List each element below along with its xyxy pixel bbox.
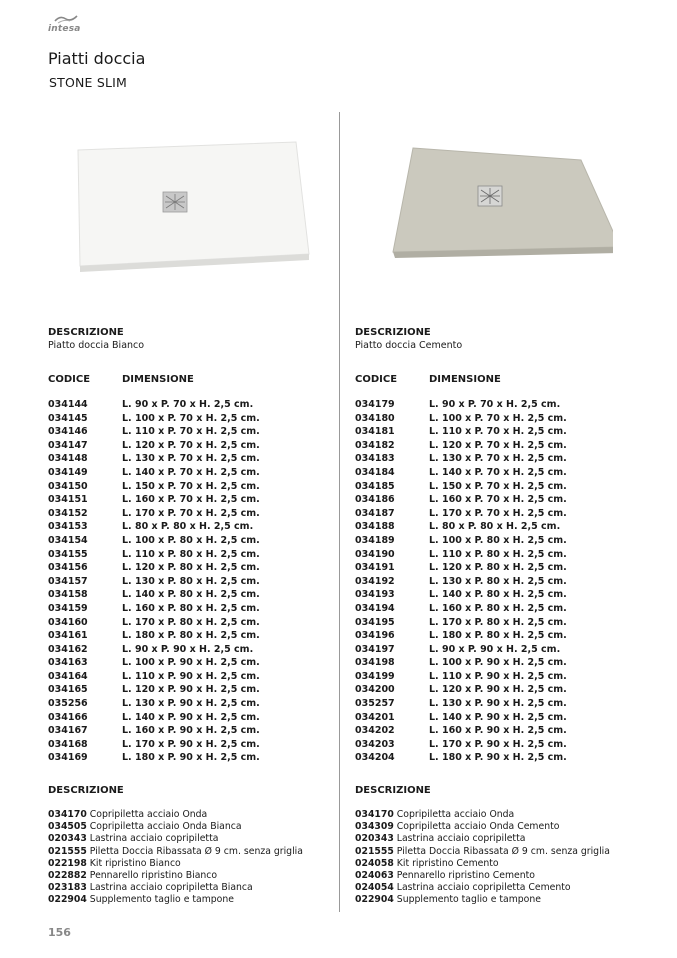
product-code: 034147 [48,439,88,451]
table-row [48,683,348,697]
product-dimension: L. 170 x P. 90 x H. 2,5 cm. [429,738,567,750]
product-dimension: L. 120 x P. 90 x H. 2,5 cm. [122,684,260,696]
product-dimension: L. 110 x P. 80 x H. 2,5 cm. [122,548,260,560]
table-row [355,724,655,738]
table-row [355,398,655,412]
accessory-text: Copripiletta acciaio Onda Bianca [89,821,242,833]
product-dimension: L. 90 x P. 90 x H. 2,5 cm. [429,643,561,655]
table-row [355,452,655,466]
accessory-code: 020343 [355,833,394,845]
accessory-text: Copripiletta acciaio Onda Cemento [396,821,560,833]
product-dimension: L. 140 x P. 70 x H. 2,5 cm. [122,466,260,478]
product-dimension: L. 140 x P. 70 x H. 2,5 cm. [429,466,567,478]
table-row [355,439,655,453]
accessory-code: 034505 [48,821,87,833]
accessory-code: 022882 [48,869,87,881]
product-code: 034182 [355,439,395,451]
table-row [48,643,348,657]
product-code: 034160 [48,616,88,628]
accessory-text: Supplemento taglio e tampone [396,894,541,906]
product-code: 034199 [355,670,395,682]
product-code: 034159 [48,602,88,614]
product-dimension: L. 160 x P. 90 x H. 2,5 cm. [122,725,260,737]
table-row [355,738,655,752]
table-row [48,412,348,426]
product-dimension: L. 160 x P. 70 x H. 2,5 cm. [122,494,260,506]
product-dimension: L. 100 x P. 70 x H. 2,5 cm. [122,412,260,424]
product-dimension: L. 130 x P. 70 x H. 2,5 cm. [429,453,567,465]
accessories-list [355,809,655,907]
product-code: 034165 [48,684,88,696]
list-item [355,870,655,882]
table-row [48,575,348,589]
list-item [355,882,655,894]
product-dimension: L. 180 x P. 90 x H. 2,5 cm. [429,752,567,764]
product-code: 034155 [48,548,88,560]
product-dimension: L. 130 x P. 70 x H. 2,5 cm. [122,453,260,465]
product-code: 034145 [48,412,88,424]
accessory-code: 034170 [355,809,394,820]
product-code: 034180 [355,412,395,424]
codice-header: CODICE [355,374,398,385]
product-code: 034187 [355,507,395,519]
product-code: 034148 [48,453,88,465]
table-row [355,643,655,657]
product-code: 034146 [48,426,88,438]
table-row [48,588,348,602]
product-code: 034154 [48,534,88,546]
table-row [48,425,348,439]
page-title: Piatti doccia [48,49,146,68]
accessory-text: Lastrina acciaio copripiletta Cemento [396,882,571,894]
cement-shower-tray-image [373,140,613,275]
product-code: 034162 [48,643,88,655]
product-code: 034186 [355,494,395,506]
product-code: 034168 [48,738,88,750]
table-row [355,670,655,684]
product-dimension: L. 100 x P. 80 x H. 2,5 cm. [122,534,260,546]
table-row [48,656,348,670]
product-dimension: L. 180 x P. 80 x H. 2,5 cm. [122,630,260,642]
product-dimension: L. 100 x P. 90 x H. 2,5 cm. [122,657,260,669]
product-code: 034144 [48,399,88,410]
product-code: 034161 [48,630,88,642]
accessory-code: 024058 [355,857,394,869]
product-description: Piatto doccia Cemento [355,340,463,351]
product-code: 034189 [355,534,395,546]
table-row [48,751,348,765]
product-code: 034196 [355,630,395,642]
product-dimension: L. 120 x P. 70 x H. 2,5 cm. [122,439,260,451]
product-dimension: L. 170 x P. 80 x H. 2,5 cm. [429,616,567,628]
product-dimension: L. 160 x P. 70 x H. 2,5 cm. [429,494,567,506]
list-item [48,833,348,845]
product-dimension: L. 170 x P. 70 x H. 2,5 cm. [122,507,260,519]
table-row [48,534,348,548]
table-row [48,398,348,412]
product-dimension: L. 80 x P. 80 x H. 2,5 cm. [122,521,254,533]
list-item [48,858,348,870]
product-dimension: L. 130 x P. 80 x H. 2,5 cm. [429,575,567,587]
table-row [355,683,655,697]
table-row [48,616,348,630]
product-table [48,398,348,765]
page-subtitle: STONE SLIM [49,75,128,90]
product-code: 034195 [355,616,395,628]
product-code: 034198 [355,657,395,669]
accessory-text: Kit ripristino Bianco [89,857,181,869]
table-row [48,561,348,575]
product-dimension: L. 120 x P. 70 x H. 2,5 cm. [429,439,567,451]
accessory-text: Piletta Doccia Ribassata Ø 9 cm. senza griglia [89,845,303,857]
product-dimension: L. 160 x P. 90 x H. 2,5 cm. [429,725,567,737]
product-code: 034194 [355,602,395,614]
table-row [48,520,348,534]
table-row [355,493,655,507]
table-row [355,629,655,643]
product-dimension: L. 170 x P. 90 x H. 2,5 cm. [122,738,260,750]
product-dimension: L. 100 x P. 70 x H. 2,5 cm. [429,412,567,424]
product-code: 034166 [48,711,88,723]
white-shower-tray-image [76,140,311,275]
accessories-list [48,809,348,907]
table-row [355,616,655,630]
table-row [355,588,655,602]
accessory-code: 022198 [48,857,87,869]
product-code: 034203 [355,738,395,750]
product-code: 034185 [355,480,395,492]
product-dimension: L. 120 x P. 80 x H. 2,5 cm. [429,562,567,574]
accessory-text: Copripiletta acciaio Onda [89,809,208,820]
accessory-code: 022904 [355,894,394,906]
product-code: 035257 [355,698,395,710]
list-item [355,858,655,870]
list-item [355,894,655,906]
page-number: 156 [48,926,71,939]
table-row [48,480,348,494]
product-code: 034163 [48,657,88,669]
product-code: 034158 [48,589,88,601]
product-code: 034169 [48,752,88,764]
accessory-code: 020343 [48,833,87,845]
table-row [48,466,348,480]
product-code: 035256 [48,698,88,710]
accessory-code: 024063 [355,869,394,881]
list-item [48,846,348,858]
list-item [48,894,348,906]
product-dimension: L. 80 x P. 80 x H. 2,5 cm. [429,521,561,533]
product-dimension: L. 100 x P. 80 x H. 2,5 cm. [429,534,567,546]
table-row [355,466,655,480]
table-row [48,711,348,725]
product-code: 034150 [48,480,88,492]
accessory-code: 023183 [48,882,87,894]
list-item [48,870,348,882]
product-code: 034167 [48,725,88,737]
product-dimension: L. 180 x P. 80 x H. 2,5 cm. [429,630,567,642]
list-item [355,821,655,833]
product-code: 034164 [48,670,88,682]
table-row [355,656,655,670]
table-row [355,697,655,711]
table-row [48,507,348,521]
list-item [48,809,348,821]
accessory-code: 021555 [355,845,394,857]
table-row [355,480,655,494]
product-dimension: L. 90 x P. 70 x H. 2,5 cm. [429,399,561,410]
product-code: 034156 [48,562,88,574]
logo-text: intesa [48,24,81,34]
dimensione-header: DIMENSIONE [122,374,194,385]
product-dimension: L. 110 x P. 70 x H. 2,5 cm. [122,426,260,438]
table-row [48,493,348,507]
list-item [48,882,348,894]
accessory-text: Lastrina acciaio copripiletta Bianca [89,882,253,894]
product-dimension: L. 180 x P. 90 x H. 2,5 cm. [122,752,260,764]
accessory-code: 024054 [355,882,394,894]
product-dimension: L. 100 x P. 90 x H. 2,5 cm. [429,657,567,669]
accessory-text: Lastrina acciaio copripiletta [89,833,219,845]
table-row [355,751,655,765]
table-row [355,534,655,548]
description-heading: DESCRIZIONE [48,327,124,338]
product-code: 034181 [355,426,395,438]
product-code: 034200 [355,684,395,696]
product-table [355,398,655,765]
product-dimension: L. 130 x P. 90 x H. 2,5 cm. [429,698,567,710]
product-dimension: L. 120 x P. 80 x H. 2,5 cm. [122,562,260,574]
table-row [355,425,655,439]
product-dimension: L. 170 x P. 70 x H. 2,5 cm. [429,507,567,519]
product-code: 034157 [48,575,88,587]
product-dimension: L. 110 x P. 80 x H. 2,5 cm. [429,548,567,560]
product-code: 034183 [355,453,395,465]
product-dimension: L. 110 x P. 90 x H. 2,5 cm. [429,670,567,682]
accessory-text: Copripiletta acciaio Onda [396,809,515,820]
table-row [355,548,655,562]
accessory-text: Kit ripristino Cemento [396,857,499,869]
product-dimension: L. 120 x P. 90 x H. 2,5 cm. [429,684,567,696]
table-row [355,602,655,616]
table-row [355,412,655,426]
product-code: 034179 [355,399,395,410]
product-code: 034204 [355,752,395,764]
product-code: 034192 [355,575,395,587]
codice-header: CODICE [48,374,91,385]
product-dimension: L. 150 x P. 70 x H. 2,5 cm. [122,480,260,492]
list-item [355,833,655,845]
product-dimension: L. 130 x P. 90 x H. 2,5 cm. [122,698,260,710]
product-code: 034149 [48,466,88,478]
table-row [355,520,655,534]
product-code: 034152 [48,507,88,519]
product-code: 034201 [355,711,395,723]
accessory-code: 022904 [48,894,87,906]
product-dimension: L. 90 x P. 70 x H. 2,5 cm. [122,399,254,410]
product-dimension: L. 150 x P. 70 x H. 2,5 cm. [429,480,567,492]
product-dimension: L. 140 x P. 80 x H. 2,5 cm. [122,589,260,601]
table-row [48,439,348,453]
product-dimension: L. 110 x P. 90 x H. 2,5 cm. [122,670,260,682]
table-row [48,724,348,738]
product-dimension: L. 140 x P. 80 x H. 2,5 cm. [429,589,567,601]
product-code: 034191 [355,562,395,574]
list-item [48,821,348,833]
table-row [355,507,655,521]
accessory-text: Piletta Doccia Ribassata Ø 9 cm. senza griglia [396,845,610,857]
product-code: 034188 [355,521,395,533]
accessories-heading: DESCRIZIONE [355,785,431,796]
product-code: 034197 [355,643,395,655]
accessory-text: Lastrina acciaio copripiletta [396,833,526,845]
product-description: Piatto doccia Bianco [48,340,145,351]
table-row [48,738,348,752]
product-dimension: L. 140 x P. 90 x H. 2,5 cm. [429,711,567,723]
accessory-code: 034170 [48,809,87,820]
product-dimension: L. 90 x P. 90 x H. 2,5 cm. [122,643,254,655]
accessory-text: Supplemento taglio e tampone [89,894,234,906]
table-row [48,629,348,643]
product-dimension: L. 170 x P. 80 x H. 2,5 cm. [122,616,260,628]
accessories-heading: DESCRIZIONE [48,785,124,796]
list-item [355,846,655,858]
dimensione-header: DIMENSIONE [429,374,501,385]
description-heading: DESCRIZIONE [355,327,431,338]
wave-logo-icon [54,14,78,24]
list-item [355,809,655,821]
accessory-text: Pennarello ripristino Cemento [396,869,535,881]
product-dimension: L. 160 x P. 80 x H. 2,5 cm. [122,602,260,614]
product-code: 034151 [48,494,88,506]
product-code: 034190 [355,548,395,560]
accessory-text: Pennarello ripristino Bianco [89,869,218,881]
table-row [48,452,348,466]
table-row [48,697,348,711]
brand-logo [48,14,88,36]
table-row [48,602,348,616]
product-code: 034153 [48,521,88,533]
table-row [48,548,348,562]
product-code: 034193 [355,589,395,601]
table-row [355,575,655,589]
table-row [355,711,655,725]
product-dimension: L. 110 x P. 70 x H. 2,5 cm. [429,426,567,438]
table-row [355,561,655,575]
product-dimension: L. 140 x P. 90 x H. 2,5 cm. [122,711,260,723]
product-dimension: L. 160 x P. 80 x H. 2,5 cm. [429,602,567,614]
table-row [48,670,348,684]
product-code: 034184 [355,466,395,478]
accessory-code: 021555 [48,845,87,857]
accessory-code: 034309 [355,821,394,833]
product-dimension: L. 130 x P. 80 x H. 2,5 cm. [122,575,260,587]
product-code: 034202 [355,725,395,737]
